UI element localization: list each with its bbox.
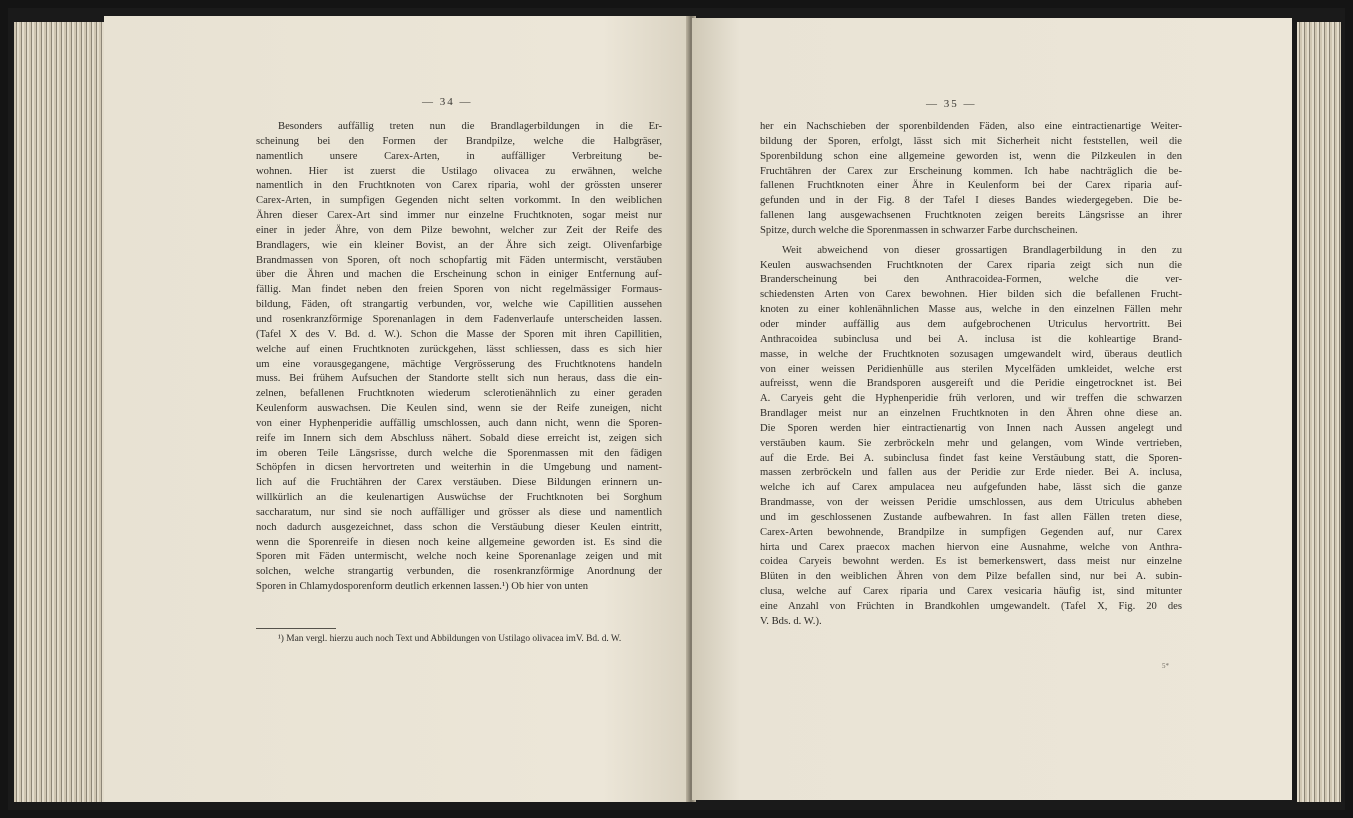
right-body-text [760,120,1182,630]
text-line: oder minder auffällig aus dem aufgebrochenen Utriculus hervortritt. Bei [760,318,1182,330]
text-line: Keulen auswachsenden Fruchtknoten der Carex riparia zeigt sich nun die [760,259,1182,271]
text-line: solchen, welche strangartig verbunden, die rosenkranzförmige Anordnung der [256,566,662,578]
text-line: Keulenform auswachsen. Die Keulen sind, wenn sie der Reife zuneigen, nicht [256,403,662,415]
text-line: welche ich auf Carex ampulacea neu aufgefunden habe, lässt sich die ganze [760,482,1182,494]
text-line: Carex-Arten, in sumpfigen Gegenden nicht selten vorkommt. In den weiblichen [256,195,662,207]
text-line: knoten zu einer kohlenähnlichen Masse aus, welche in den einzelnen Fällen mehr [760,304,1182,316]
text-line: Anthracoidea subinclusa und bei A. inclusa ist die kohleartige Brand- [760,333,1182,345]
signature-mark: 5* [1162,662,1169,670]
text-line: im oberen Teile Längsrisse, durch welche die Sporenmassen mit den fädigen [256,447,662,459]
text-line: wohnen. Hier ist zuerst die Ustilago olivacea zu erwähnen, welche [256,165,662,177]
text-line: Brandmasse, von der weissen Peridie umschlossen, aus dem Utriculus abheben [760,497,1182,509]
text-line: namentlich in den Fruchtknoten von Carex riparia, wohl der grössten unserer [256,180,662,192]
text-line: clusa, welche auf Carex riparia und Carex vesicaria häufig ist, sind mitunter [760,586,1182,598]
text-line: Sporen in Chlamydosporenform deutlich erkennen lassen.¹) Ob hier von unten [256,581,589,593]
text-line: bildung, Fäden, oft strangartig verbunden, vor, welche wie Capillitien aussehen [256,299,662,311]
text-line: bildung der Sporen, erfolgt, lässt sich mit Sicherheit nicht feststellen, weil die [760,135,1182,147]
page-stack-left [14,22,104,802]
text-line: V. Bds. d. W.). [760,615,822,627]
text-line: Brandmassen von Sporen, oft noch schopfartig mit Fäden untermischt, verstäuben [256,254,662,266]
text-line: gefunden und in der Fig. 8 der Tafel I dieses Bandes wiedergegeben. Die be- [760,195,1182,207]
text-line: eine Anzahl von Früchten in Brandkohlen umgewandelt. (Tafel X, Fig. 20 des [760,601,1182,612]
text-line: Brandlager meist nur an einzelnen Fruchtknoten in den Ähren ohne diese an. [760,408,1182,420]
right-page [692,18,1292,800]
text-line: coidea Caryeis bewohnt werden. Es ist bemerkenswert, dass meist nur einzelne [760,556,1182,568]
text-line: aufreisst, wenn die Brandsporen ausgereift und die Peridie eingetrocknet ist. Bei [760,378,1182,390]
text-line: welche auf einen Fruchtknoten zurückgehen, lässt schliessen, dass es sich hier [256,343,662,355]
text-line: Branderscheinung bei den Anthracoidea-Formen, welche die ver- [760,274,1182,286]
text-line: auf die Erde. Bei A. subinclusa findet fast keine Verstäubung statt, die Sporen- [760,452,1182,464]
text-line: von einer Hyphenperidie auffällig umschlossen, auch dann nicht, wenn die Sporen- [256,417,662,429]
text-line: um eine vorausgegangene, mächtige Vergrösserung des Fruchtknotens handeln [256,358,662,370]
page-number-right: — 35 — [926,98,977,110]
text-line: und im geschlossenen Zustande aufbewahren. In fast allen Fällen treten diese, [760,511,1182,523]
text-line: masse, in welche der Fruchtknoten sozusagen umgewandelt wird, überaus deutlich [760,348,1182,360]
text-line: reife im Innern sich dem Abschluss nähert. Sobald diese erreicht ist, zeigen sich [256,432,662,444]
text-line: Spitze, durch welche die Sporenmassen in schwarzer Farbe durchscheinen. [760,224,1078,236]
text-line: Brandlagers, wie ein kleiner Bovist, an der Ähre sich zeigt. Olivenfarbige [256,239,662,251]
footnote [256,633,662,646]
text-line: willkürlich an die keulenartigen Auswüchse der Fruchtknoten bei Sorghum [256,492,662,504]
text-line: einer in jeder Ähre, von dem Pilze bewohnt, welcher zur Zeit der Reife des [256,224,662,236]
text-line: Blüten in den weiblichen Ähren von dem Pilze befallen sind, nur bei A. subin- [760,571,1182,583]
text-line: noch dadurch ausgezeichnet, dass schon die Verstäubung dieser Keulen eintritt, [256,521,662,533]
text-line: fallenen Fruchtknoten einer Ähre in Keulenform bei der Carex riparia auf- [760,180,1182,192]
text-line: Schöpfen in dicsen hervortreten und weiterhin in die Umgebung und nament- [256,462,662,474]
text-line: von einer weissen Peridienhülle aus sterilen Mycelfäden umkleidet, welche erst [760,363,1182,375]
text-line: Die Sporen werden hier eintractienartig von Innen nach Aussen angelegt und [760,422,1182,434]
text-line: schiedensten Arten von Carex bewohnen. Hier bilden sich die befallenen Frucht- [760,289,1182,301]
footnote-rule [256,628,336,629]
text-line: zelnen, befallenen Fruchtknoten wiederum sclerotienähnlich zu einer geraden [256,388,662,400]
text-line: namentlich unsere Carex-Arten, in auffälliger Verbreitung be- [256,150,662,162]
text-line: V. Bd. d. W. [575,634,622,644]
text-line: Sporenbildung schon eine allgemeine geworden ist, wenn die Pilzkeulen in den [760,150,1182,162]
text-line: fallenen lang ausgewachsenen Fruchtknoten zeigen bereits Längsrisse an ihrer [760,210,1182,222]
left-body-text [256,120,662,595]
text-line: über die Ähren und machen die Erscheinung schon in einiger Entfernung auf- [256,269,662,281]
page-stack-right [1297,22,1341,802]
left-page [104,16,690,802]
text-line: Besonders auffällig treten nun die Brandlagerbildungen in die Er- [278,121,662,132]
text-line: fällig. Man findet neben den freien Sporen von nicht regelmässiger Formaus- [256,284,662,296]
text-line: und rosenkranzförmige Sporenanlagen in dem Fadenverlaufe unterscheiden lassen. [256,313,662,325]
text-line: massen zerbröckeln und fallen aus der Peridie zur Erde nieder. Bei A. inclusa, [760,467,1182,479]
text-line: Carex-Arten bewohnende, Brandpilze in sumpfigen Gegenden auf, nur Carex [760,526,1182,538]
text-line: Weit abweichend von dieser grossartigen Brandlagerbildung in den zu [782,244,1182,256]
text-line: muss. Bei frühem Aufsuchen der Standorte stellt sich nun heraus, dass die ein- [256,373,662,385]
text-line: saccharatum, nur sind sie noch auffälliger und grösser als diese und namentlich [256,506,662,518]
text-line: wenn die Sporenreife in diesen noch keine allgemeine geworden ist. Es sind die [256,536,662,548]
text-line: (Tafel X des V. Bd. d. W.). Schon die Masse der Sporen mit ihren Capillitien, [256,328,662,340]
page-number-left: — 34 — [422,96,473,108]
text-line: her ein Nachschieben der sporenbildenden Fäden, also eine eintractienartige Weiter- [760,121,1182,132]
text-line: Ähren dieser Carex-Art sind immer nur einzelne Fruchtknoten, sogar meist nur [256,210,662,222]
text-line: scheinung bei den Formen der Brandpilze, welche die Halbgräser, [256,135,662,147]
text-line: Sporen mit Fäden untermischt, welche noch keine Sporenanlage zeigen und mit [256,551,662,563]
text-line: Fruchtähren der Carex zur Erscheinung kommen. Ich habe nachträglich die be- [760,165,1182,177]
text-line: A. Caryeis geht die Hyphenperidie früh verloren, und wir treffen die schwarzen [760,393,1182,405]
text-line: hirta und Carex praecox machen hiervon eine Ausnahme, welche von Anthra- [760,541,1182,553]
text-line: verstäuben kaum. Sie zerbröckeln mehr und gelangen, vom Winde vertrieben, [760,437,1182,449]
text-line: ¹) Man vergl. hierzu auch noch Text und Abbildungen von Ustilago olivacea im [278,634,576,644]
text-line: lich auf die Fruchtähren der Carex verstäuben. Diese Bildungen erinnern un- [256,477,662,489]
